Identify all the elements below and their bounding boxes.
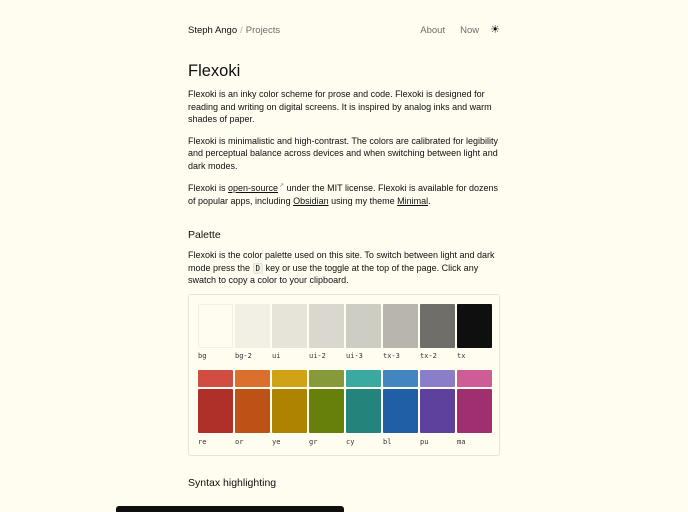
p3-text-mid-2: using my theme [328,195,398,206]
site-name-link[interactable]: Steph Ango [188,24,238,36]
code-block-preview [116,506,344,512]
external-link-icon: ↗ [279,183,285,189]
swatch-ye-dark[interactable] [272,389,307,433]
swatch-label-ui-3: ui-3 [346,352,363,360]
swatch-ma-light[interactable] [457,370,492,387]
swatch-label-cy: cy [346,438,355,446]
base-swatch-row [198,304,494,348]
nav-about-link[interactable]: About [420,24,446,36]
palette-intro [188,249,500,287]
breadcrumb-separator: / [240,24,243,36]
p3-text-mid-1: under the MIT license. Flexoki is available for dozens of popular apps, including [188,183,499,206]
swatch-tx-3[interactable] [383,304,418,348]
intro-paragraph-1: Flexoki is an inky color scheme for prose and code. Flexoki is designed for reading and writing on digital screens. It is inspired by analog inks and warm shades of paper. [188,89,492,124]
swatch-label-ui-2: ui-2 [309,352,326,360]
accent-light-swatch-row [198,370,494,387]
minimal-link[interactable]: Minimal [397,195,429,206]
d-key: D [253,263,264,274]
swatch-tx[interactable] [457,304,492,348]
open-source-link[interactable]: open-source [228,183,279,193]
syntax-heading: Syntax highlighting [188,477,277,489]
swatch-label-pu: pu [420,438,429,446]
intro-paragraph-2: Flexoki is minimalistic and high-contrast. The colors are calibrated for legibility and perceptual balance across devices and when switching between light and dark modes. [188,135,498,171]
top-nav [405,25,500,36]
swatch-label-ye: ye [272,438,281,446]
swatch-bl-dark[interactable] [383,389,418,433]
swatch-label-tx-2: tx-2 [420,352,437,360]
accent-dark-swatch-row [198,389,494,433]
site-header [188,22,500,38]
swatch-label-ma: ma [457,438,466,446]
swatch-or-light[interactable] [235,370,270,387]
swatch-label-tx-3: tx-3 [383,352,400,360]
swatch-ye-light[interactable] [272,370,307,387]
swatch-re-dark[interactable] [198,389,233,433]
swatch-cy-light[interactable] [346,370,381,387]
swatch-label-re: re [198,438,207,446]
palette-intro-start: Flexoki is the color palette used on this site. To switch between light and dark mode press the [188,250,495,273]
swatch-gr-light[interactable] [309,370,344,387]
swatch-label-gr: gr [309,438,318,446]
obsidian-link[interactable]: Obsidian [293,195,329,206]
swatch-label-tx: tx [457,352,466,360]
palette-card [188,294,500,456]
nav-now-link[interactable]: Now [460,24,480,36]
swatch-pu-dark[interactable] [420,389,455,433]
swatch-ui-3[interactable] [346,304,381,348]
swatch-bl-light[interactable] [383,370,418,387]
palette-heading: Palette [188,229,221,241]
swatch-cy-dark[interactable] [346,389,381,433]
page-title: Flexoki [188,62,241,80]
swatch-ui[interactable] [272,304,307,348]
swatch-or-dark[interactable] [235,389,270,433]
theme-toggle-sun-icon[interactable]: ☀ [490,23,500,36]
p3-text-end: . [428,195,431,206]
swatch-tx-2[interactable] [420,304,455,348]
projects-link[interactable]: Projects [245,24,281,36]
swatch-bg[interactable] [198,304,233,348]
accent-swatch-labels [198,438,494,446]
swatch-bg-2[interactable] [235,304,270,348]
swatch-re-light[interactable] [198,370,233,387]
swatch-label-or: or [235,438,244,446]
swatch-ui-2[interactable] [309,304,344,348]
intro-paragraph-3 [188,180,500,207]
swatch-label-bl: bl [383,438,392,446]
palette-intro-end: key or use the toggle at the top of the page. Click any swatch to copy a color to your clipboard. [188,262,479,285]
base-swatch-labels [198,352,494,360]
swatch-label-ui: ui [272,352,281,360]
article [188,61,500,287]
swatch-label-bg-2: bg-2 [235,352,252,360]
swatch-ma-dark[interactable] [457,389,492,433]
p3-text-start: Flexoki is [188,183,229,193]
swatch-pu-light[interactable] [420,370,455,387]
breadcrumb [188,25,280,36]
swatch-label-bg: bg [198,352,207,360]
swatch-gr-dark[interactable] [309,389,344,433]
